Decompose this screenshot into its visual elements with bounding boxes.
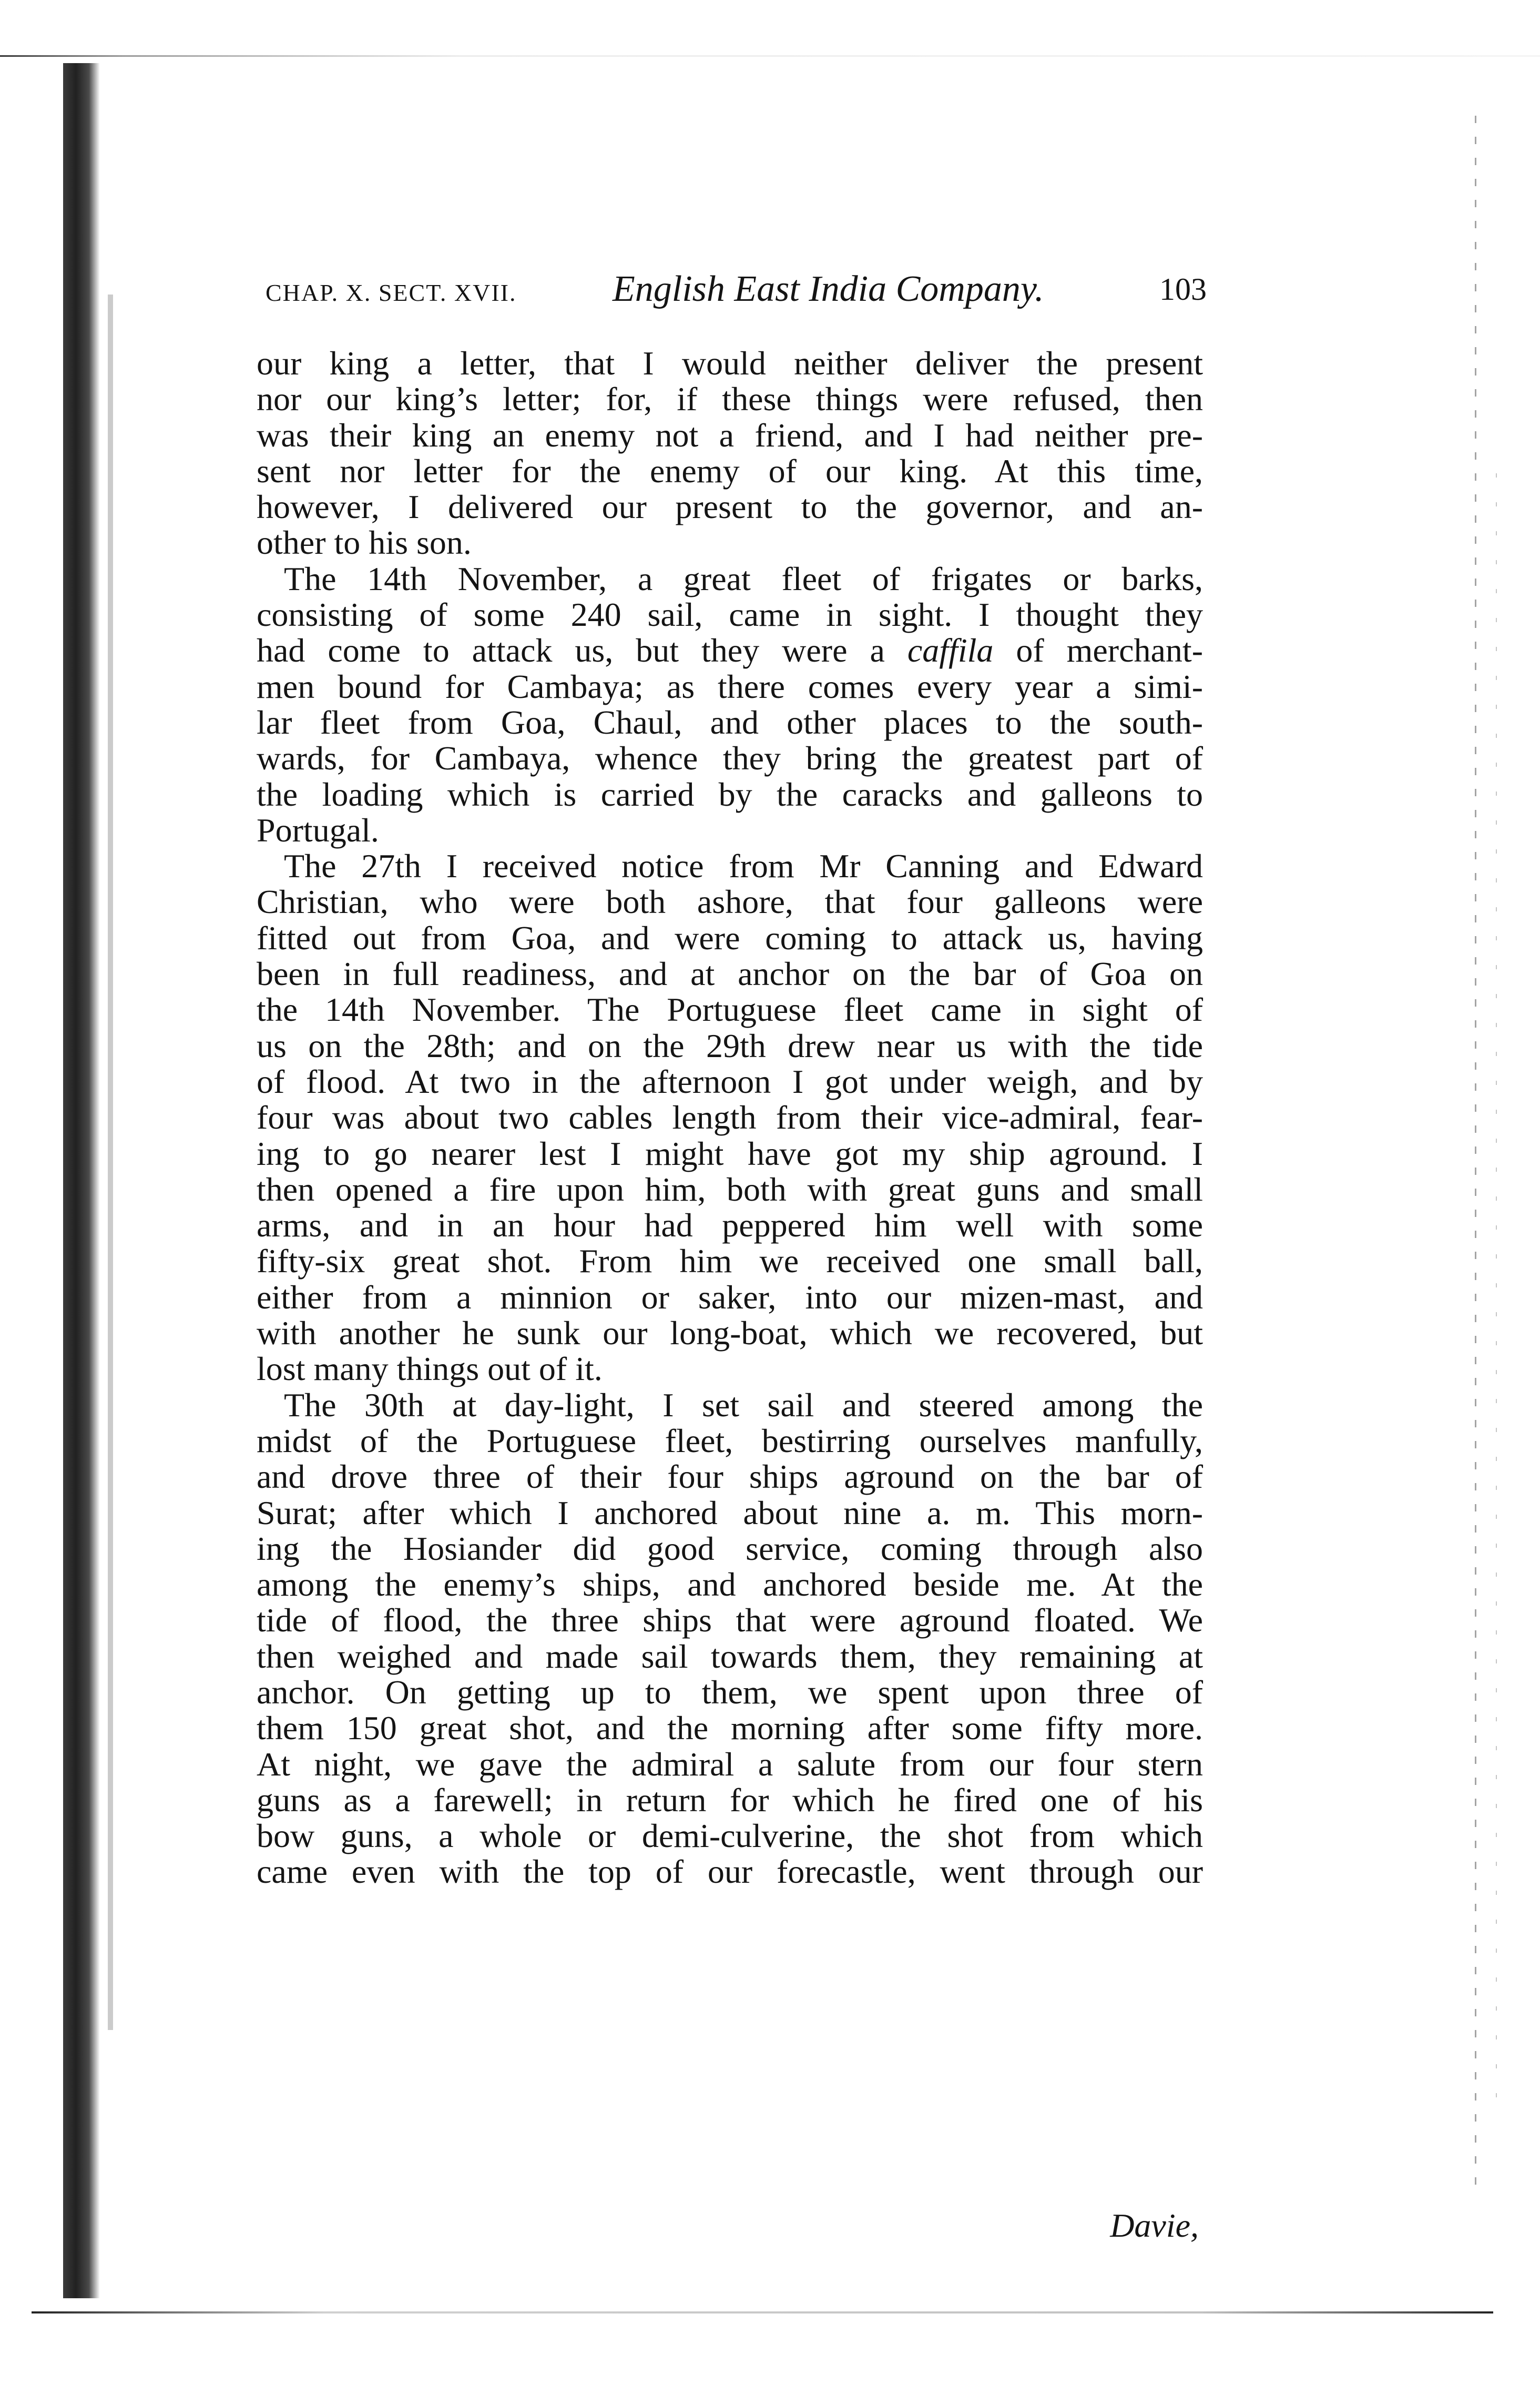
- text-line: been in full readiness, and at anchor on the bar of Goa on: [257, 955, 1203, 993]
- text-line: the 14th November. The Portuguese fleet came in sight of: [257, 991, 1203, 1029]
- text-line: The 27th I received notice from Mr Canning and Edward: [284, 847, 1203, 885]
- text-line: tide of flood, the three ships that were aground floated. We: [257, 1601, 1203, 1639]
- text-line: bow guns, a whole or demi-culverine, the shot from which: [257, 1817, 1203, 1855]
- text-line: ing the Hosiander did good service, coming through also: [257, 1529, 1203, 1567]
- text-line: then weighed and made sail towards them, they remaining at: [257, 1637, 1203, 1675]
- text-line: The 14th November, a great fleet of frigates or barks,: [284, 560, 1203, 597]
- text-line: lost many things out of it.: [257, 1350, 603, 1388]
- text-line: wards, for Cambaya, whence they bring the greatest part of: [257, 739, 1203, 777]
- page-edge-right-inner: [1496, 473, 1497, 2104]
- text-line: lar fleet from Goa, Chaul, and other places to the south-: [257, 703, 1203, 741]
- text-line: other to his son.: [257, 524, 472, 562]
- chapter-section-heading: CHAP. X. SECT. XVII.: [266, 279, 517, 306]
- text-line: them 150 great shot, and the morning after some fifty more.: [257, 1709, 1203, 1747]
- text-line: consisting of some 240 sail, came in sight. I thought they: [257, 596, 1203, 634]
- page-number: 103: [1159, 272, 1207, 307]
- text-line: arms, and in an hour had peppered him well with some: [257, 1206, 1203, 1244]
- text-line: fitted out from Goa, and were coming to attack us, having: [257, 919, 1203, 957]
- body-text: [257, 346, 1203, 1890]
- text-line: and drove three of their four ships aground on the bar of: [257, 1458, 1203, 1496]
- text-line: the loading which is carried by the caracks and galleons to: [257, 775, 1203, 813]
- text-line: us on the 28th; and on the 29th drew near us with the tide: [257, 1027, 1203, 1064]
- text-line: was their king an enemy not a friend, and I had neither pre-: [257, 416, 1203, 454]
- text-line: had come to attack us, but they were a caffila of merchant-: [257, 632, 1204, 669]
- text-line: came even with the top of our forecastle, went through our: [257, 1853, 1203, 1891]
- text-line: with another he sunk our long-boat, which we recovered, but: [257, 1314, 1203, 1352]
- running-title: English East India Company.: [613, 269, 1044, 309]
- page-edge-top: [0, 55, 1540, 57]
- text-line: sent nor letter for the enemy of our king. At this time,: [257, 452, 1203, 490]
- text-line: four was about two cables length from their vice-admiral, fear-: [257, 1099, 1203, 1136]
- text-line: fifty-six great shot. From him we received one small ball,: [257, 1242, 1203, 1280]
- text-line: At night, we gave the admiral a salute from our four stern: [257, 1745, 1203, 1783]
- text-line: ing to go nearer lest I might have got my ship aground. I: [257, 1134, 1203, 1172]
- catchword: Davie,: [1110, 2207, 1199, 2244]
- text-line: midst of the Portuguese fleet, bestirring ourselves manfully,: [257, 1422, 1203, 1459]
- text-line: of flood. At two in the afternoon I got under weigh, and by: [257, 1062, 1203, 1100]
- binding-shadow: [63, 63, 100, 2298]
- text-line: Christian, who were both ashore, that four galleons were: [257, 883, 1203, 921]
- text-line: guns as a farewell; in return for which he fired one of his: [257, 1781, 1203, 1819]
- page-edge-right: [1475, 116, 1476, 2193]
- text-line: among the enemy’s ships, and anchored beside me. At the: [257, 1566, 1203, 1604]
- text-line: anchor. On getting up to them, we spent upon three of: [257, 1673, 1203, 1711]
- text-line: nor our king’s letter; for, if these things were refused, then: [257, 380, 1203, 418]
- text-line: then opened a fire upon him, both with great guns and small: [257, 1170, 1203, 1208]
- text-line: either from a minnion or saker, into our mizen-mast, and: [257, 1278, 1203, 1316]
- text-line: our king a letter, that I would neither deliver the present: [257, 344, 1203, 382]
- text-line: Portugal.: [257, 811, 379, 849]
- text-line: however, I delivered our present to the governor, and an-: [257, 488, 1203, 526]
- text-line: The 30th at day-light, I set sail and steered among the: [284, 1386, 1203, 1424]
- page-edge-bottom: [32, 2311, 1493, 2313]
- binding-shadow-inner: [108, 295, 113, 2030]
- text-line: Surat; after which I anchored about nine a. m. This morn-: [257, 1494, 1203, 1531]
- text-line: men bound for Cambaya; as there comes every year a simi-: [257, 667, 1203, 705]
- running-head: [266, 268, 1207, 316]
